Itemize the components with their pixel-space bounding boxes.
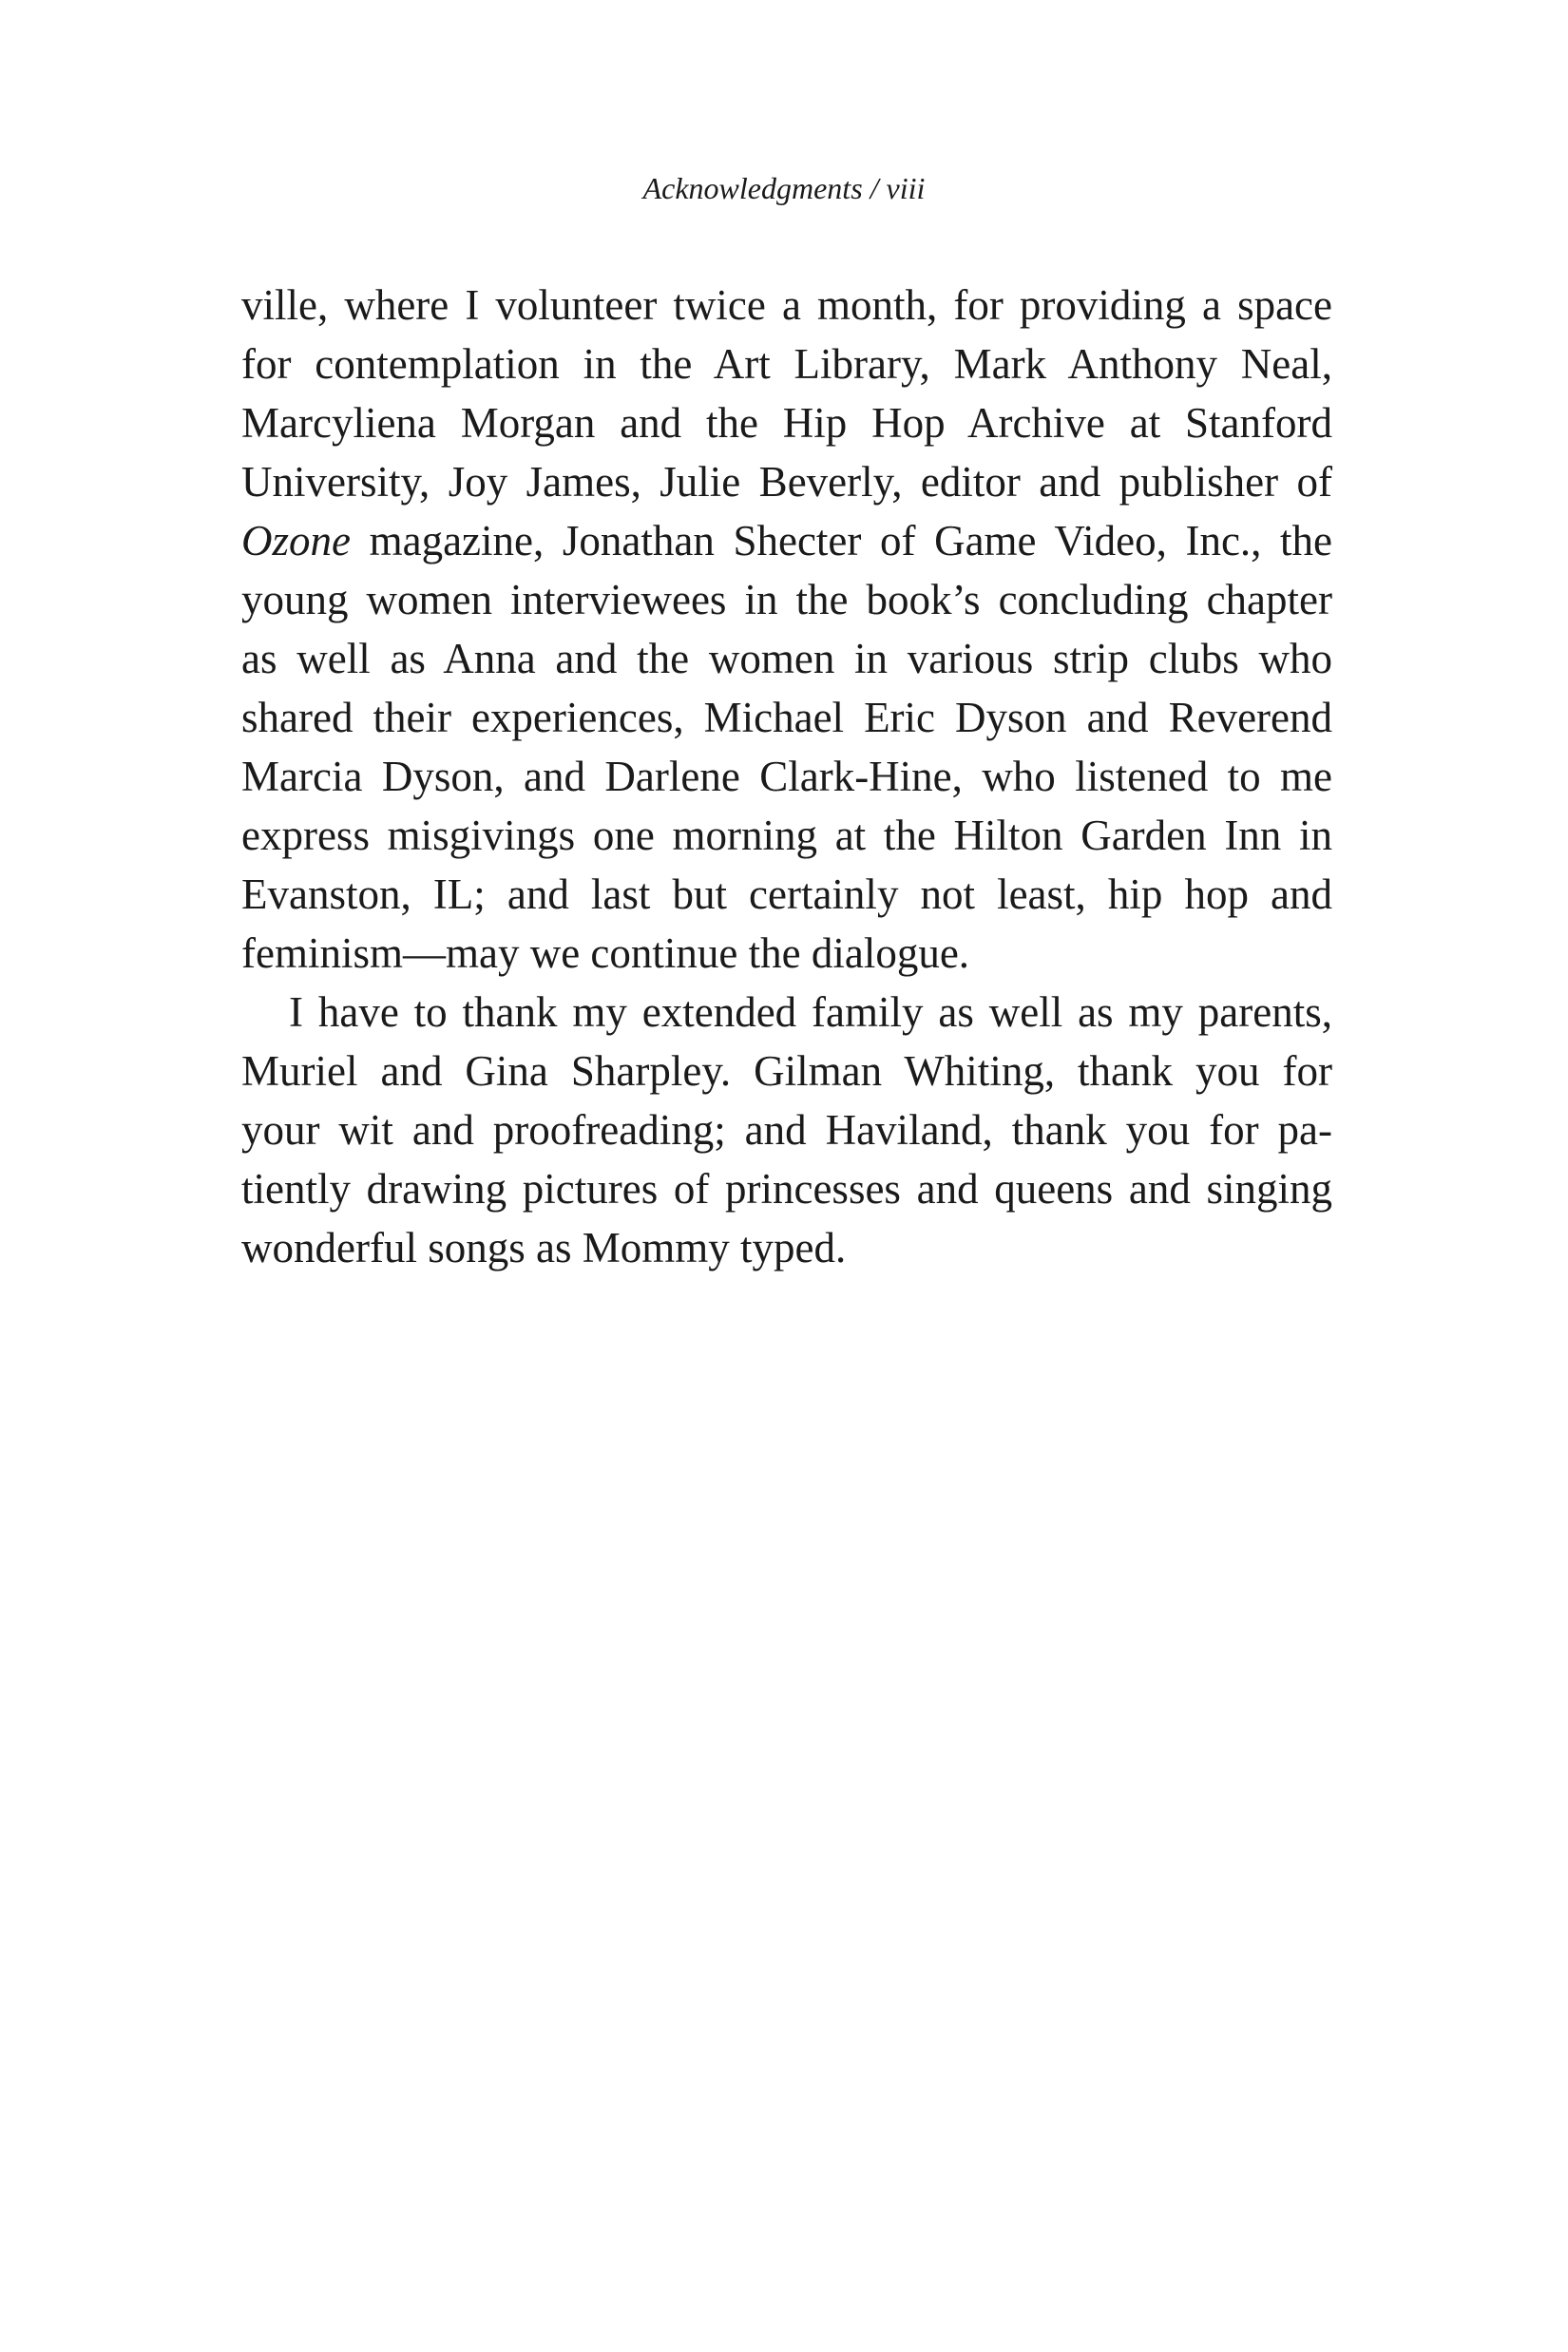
paragraph-2 — [241, 983, 1332, 1277]
body-text — [241, 276, 1332, 1277]
running-head: Acknowledgments / viii — [642, 171, 926, 205]
magazine-title: Ozone — [241, 517, 351, 564]
text-line: Marcia Dyson, and Darlene Clark-Hine, who listened to me — [241, 753, 1332, 800]
text-line: Marcyliena Morgan and the Hip Hop Archive at Stanford — [241, 399, 1332, 447]
text-line-with-title — [241, 511, 1332, 570]
paragraph-1 — [241, 276, 1332, 983]
text-line-rest: magazine, Jonathan Shecter of Game Video, Inc., the — [369, 517, 1333, 564]
text-line: feminism—may we continue the dialogue. — [241, 929, 970, 977]
text-line: wonderful songs as Mommy typed. — [241, 1224, 847, 1272]
text-line: I have to thank my extended family as well as my parents, — [289, 988, 1332, 1036]
text-line: express misgivings one morning at the Hilton Garden Inn in — [241, 812, 1332, 859]
text-line: shared their experiences, Michael Eric Dyson and Reverend — [241, 694, 1332, 741]
text-line: ville, where I volunteer twice a month, for providing a space — [241, 281, 1332, 329]
text-line: for contemplation in the Art Library, Mark Anthony Neal, — [241, 340, 1332, 388]
text-line: as well as Anna and the women in various strip clubs who — [241, 635, 1332, 682]
text-line: Muriel and Gina Sharpley. Gilman Whiting, thank you for — [241, 1047, 1332, 1095]
text-line: University, Joy James, Julie Beverly, editor and publisher of — [241, 458, 1332, 506]
text-line: your wit and proofreading; and Haviland, thank you for pa- — [241, 1106, 1332, 1154]
text-line: tiently drawing pictures of princesses and queens and singing — [241, 1165, 1332, 1213]
text-line: Evanston, IL; and last but certainly not least, hip hop and — [241, 870, 1332, 918]
text-line: young women interviewees in the book’s concluding chapter — [241, 576, 1332, 623]
